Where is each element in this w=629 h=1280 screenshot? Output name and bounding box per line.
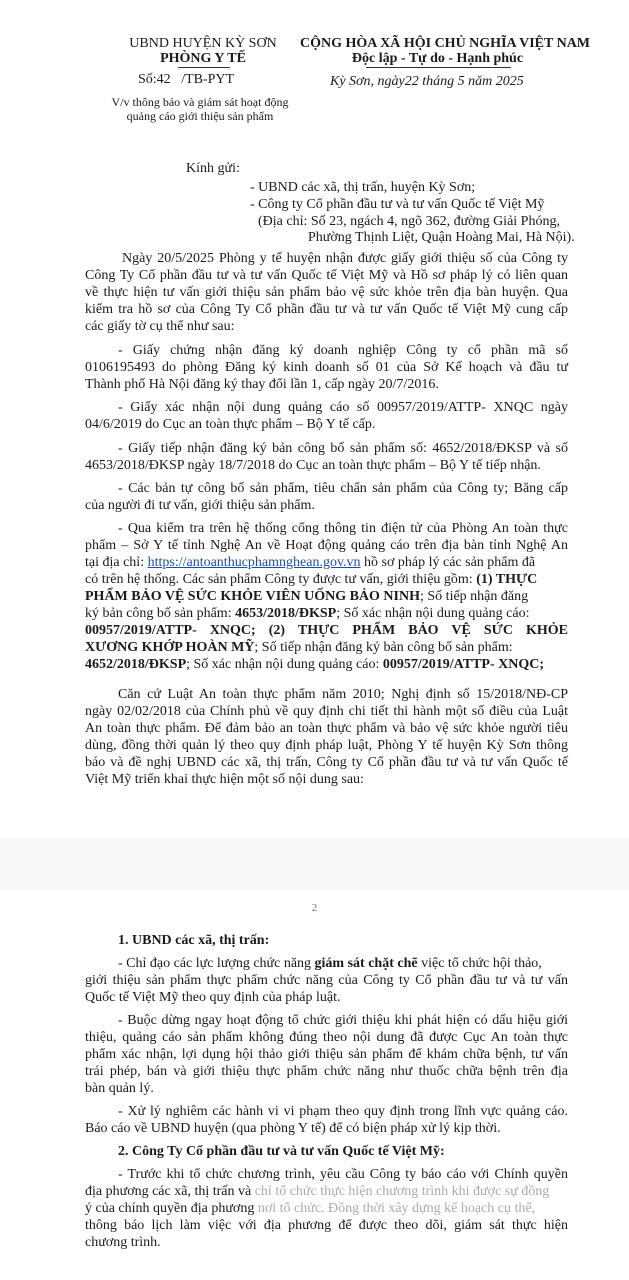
p7-line: báo và đề nghị UBND các xã, thị trấn, Công ty Cổ phần đầu tư và tư vấn Quốc tế [85,755,568,770]
motto-underline [366,67,511,68]
recipient-2: - Công ty Cổ phần đầu tư và tư vấn Quốc tế Việt Mỹ [250,197,545,212]
p7-line: dùng, đồng thời quản lý theo quy định pháp luật, Phòng Y tế huyện Kỳ Sơn thông [85,738,568,753]
org-line-1: UBND HUYỆN KỲ SƠN [129,36,277,51]
s2-line: trái phép, bán và giới thiệu thực phẩm chức năng như thuốc chữa bệnh trên địa [85,1064,568,1079]
doc-number: Số:42 /TB-PYT [138,72,235,87]
p4-line: 4653/2018/ĐKSP ngày 18/7/2018 do Cục an toàn thực phẩm – Bộ Y tế tiếp nhận. [85,458,541,473]
p1-line: Ngày 20/5/2025 Phòng y tế huyện nhận được giấy giới thiệu số của Công ty [122,251,568,266]
page-gap [0,838,629,890]
s1-line: - Chỉ đạo các lực lượng chức năng giám sát chặt chẽ việc tổ chức hội thảo, [118,956,542,971]
p1-line: các giấy tờ cụ thể như sau: [85,319,235,334]
p5-line: của người đi tư vấn, giới thiệu sản phẩm. [85,498,315,513]
org-underline [178,67,230,68]
p6-line: - Qua kiểm tra trên hệ thống cổng thông tin điện tử của Phòng An toàn thực [118,521,568,536]
p2-line: Thành phố Hà Nội đăng ký thay đổi lần 1, cấp ngày 20/7/2016. [85,377,439,392]
p6-line: PHẨM BẢO VỆ SỨC KHỎE VIÊN UỐNG BẢO NINH; Số tiếp nhận đăng [85,589,529,604]
s2-line: bàn quản lý. [85,1081,154,1096]
section-heading-2: 2. Công Ty Cổ phần đầu tư và tư vấn Quốc tế Việt Mỹ: [118,1144,445,1159]
s2-line: phẩm xác nhận, lợi dụng hội thảo giới thiệu sản phẩm để khám chữa bệnh, tư vấn [85,1047,568,1062]
recipient-4: Phường Thịnh Liệt, Quận Hoàng Mai, Hà Nội). [308,230,575,245]
nation-line-2: Độc lập - Tự do - Hạnh phúc [351,51,524,66]
s4-line: - Trước khi tổ chức chương trình, yêu cầu Công ty báo cáo với Chính quyền [118,1167,568,1182]
p7-line: Căn cứ Luật An toàn thực phẩm năm 2010; Nghị định số 15/2018/NĐ-CP [118,687,568,702]
p6-line: 00957/2019/ATTP- XNQC; (2) THỰC PHẨM BẢO VỆ SỨC KHỎE [85,623,568,638]
p4-line: - Giấy tiếp nhận đăng ký bản công bố sản phẩm số: 4652/2018/ĐKSP và số [118,441,568,456]
subject-line-2: quảng cáo giới thiệu sản phẩm [126,109,274,123]
p2-line: - Giấy chứng nhận đăng ký doanh nghiệp Công ty cổ phần mã số [118,343,568,358]
s2-line: - Buộc dừng ngay hoạt động tổ chức giới thiệu khi phát hiện có dấu hiệu giới [118,1013,568,1028]
p1-line: kiểm tra hồ sơ của Công Ty Cổ phần đầu tư và tư vấn Quốc tế Việt Mỹ cung cấp [85,302,568,317]
p3-line: - Giấy xác nhận nội dung quảng cáo số 00957/2019/ATTP- XNQC ngày [118,400,568,415]
p6-line: tại địa chỉ: https://antoanthucphamnghean.gov.vn hồ sơ pháp lý các sản phẩm đã [85,555,536,570]
subject-line-1: V/v thông báo và giám sát hoạt động [111,95,289,109]
p1-line: Công Ty Cổ phần đầu tư và tư vấn Quốc tế Việt Mỹ và Hồ sơ pháp lý có liên quan [85,268,568,283]
s4-line: ý của chính quyền địa phương nơi tổ chức. Đồng thời xây dựng kế hoạch cụ thể, [85,1201,536,1216]
org-line-2: PHÒNG Y TẾ [160,51,246,66]
s3-line: - Xử lý nghiêm các hành vi vi phạm theo quy định trong lĩnh vực quảng cáo. [118,1104,568,1119]
p7-line: ngày 02/02/2018 của Chính phủ về quy định chi tiết thi hành một số điều của Luật [85,704,568,719]
s3-line: Báo cáo về UBND huyện (qua phòng Y tế) để có biện pháp xử lý kịp thời. [85,1121,501,1136]
p3-line: 04/6/2019 do Cục an toàn thực phẩm – Bộ Y tế cấp. [85,417,376,432]
p6-line: phẩm – Sở Y tế tỉnh Nghệ An về Hoạt động quảng cáo trên địa bàn tỉnh Nghệ An [85,538,568,553]
recipient-3: (Địa chỉ: Số 23, ngách 4, ngõ 362, đường Giải Phóng, [258,214,560,229]
p6-line: ký bản công bố sản phẩm: 4653/2018/ĐKSP; Số xác nhận nội dung quảng cáo: [85,606,530,621]
issuing-agency-block [118,36,288,66]
p2-line: 0106195493 do phòng Đăng ký kinh doanh số 01 của Sở Kế hoạch và đầu tư [85,360,568,375]
s4-line: thông báo lịch làm việc với địa phương để được theo dõi, giám sát thực hiện [85,1218,568,1233]
recipient-1: - UBND các xã, thị trấn, huyện Kỳ Sơn; [250,180,476,195]
p6-line: XƯƠNG KHỚP HOÀN MỸ; Số tiếp nhận đăng ký bản công bố sản phẩm: [85,640,513,655]
p5-line: - Các bản tự công bố sản phẩm, tiêu chẩn sản phẩm của Công ty; Băng cấp [118,481,568,496]
nation-line-1: CỘNG HÒA XÃ HỘI CHỦ NGHĨA VIỆT NAM [300,36,591,51]
p1-line: về thực hiện tư vấn giới thiệu sản phẩm bảo vệ sức khỏe trên địa bàn huyện. Qua [85,285,568,300]
s1-line: giới thiệu sản phẩm thực phẩm chức năng của Công ty Cổ phần đầu tư và tư vấn [85,973,568,988]
s4-line: chương trình. [85,1235,161,1250]
date-line: Kỳ Sơn, ngày22 tháng 5 năm 2025 [330,74,524,89]
greeting: Kính gửi: [186,161,240,176]
section-heading-1: 1. UBND các xã, thị trấn: [118,933,270,948]
s4-line: địa phương các xã, thị trấn và chỉ tổ chức thực hiện chương trình khi được sự đồng [85,1184,550,1199]
website-link[interactable]: https://antoanthucphamnghean.gov.vn [147,555,361,570]
p7-line: Việt Mỹ triển khai thực hiện một số nội dung sau: [85,772,364,787]
national-motto-block [300,36,591,66]
s1-line: Quốc tế Việt Mỹ theo quy định của pháp luật. [85,990,341,1005]
p6-line: 4652/2018/ĐKSP; Số xác nhận nội dung quảng cáo: 00957/2019/ATTP- XNQC; [85,657,544,672]
page-number: 2 [311,902,318,914]
p6-line: có trên hệ thống. Các sản phẩm Công ty được tư vấn, giới thiệu gồm: (1) THỰC [85,572,538,587]
s2-line: thiệu, quảng cáo sản phẩm không đúng theo nội dung đã được Cục An toàn thực [85,1030,568,1045]
p7-line: An toàn thực phẩm. Để đảm bảo an toàn thực phẩm và bảo vệ sức khỏe người tiêu [85,721,568,736]
